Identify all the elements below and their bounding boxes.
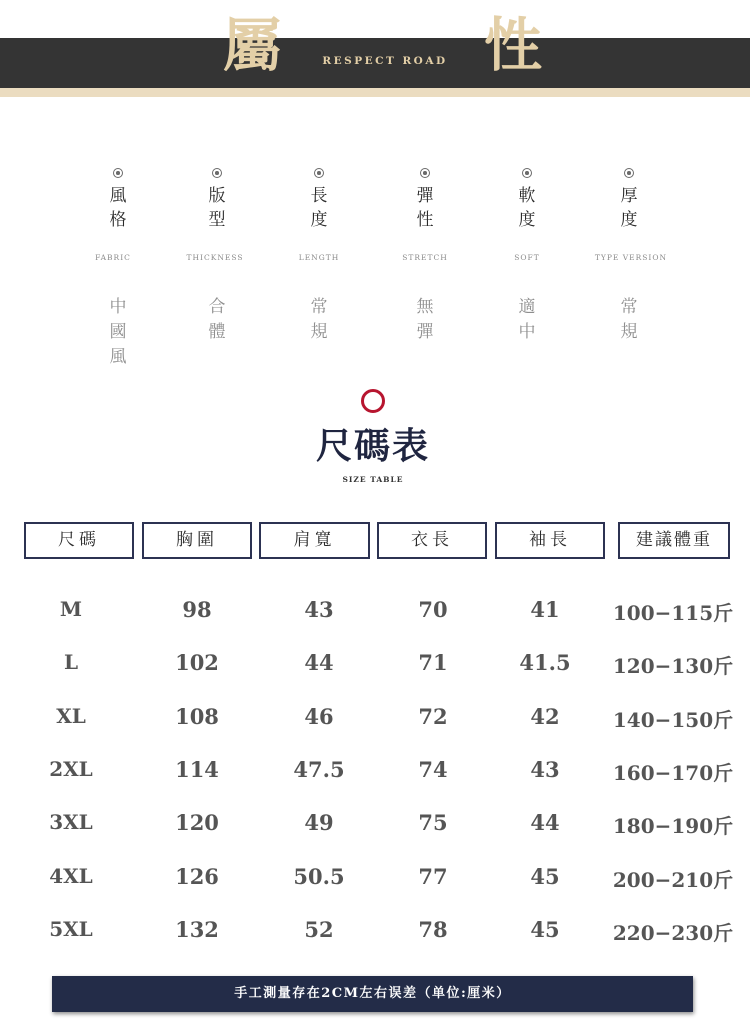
attr-style bbox=[68, 168, 168, 232]
table-cell: 4XL bbox=[49, 863, 93, 888]
table-cell: 78 bbox=[418, 916, 448, 942]
table-cell: 72 bbox=[418, 703, 448, 729]
table-cell: 44 bbox=[304, 650, 334, 676]
table-cell: 45 bbox=[530, 863, 560, 889]
attr-name: 版型 bbox=[208, 186, 226, 230]
attr-value bbox=[68, 295, 168, 370]
table-cell: XL bbox=[56, 703, 86, 728]
measurement-note: 手工測量存在2CM左右误差（单位:厘米） bbox=[52, 976, 693, 1012]
ring-icon bbox=[361, 389, 385, 413]
attr-value bbox=[477, 295, 577, 345]
header-char-left: 屬 bbox=[223, 11, 282, 79]
table-cell: 160−170斤 bbox=[612, 760, 734, 785]
table-cell: 74 bbox=[418, 756, 448, 782]
col-header-chest: 胸圍 bbox=[142, 522, 252, 559]
table-cell: 132 bbox=[175, 916, 219, 942]
table-cell: 77 bbox=[418, 863, 448, 889]
attr-value bbox=[167, 295, 267, 345]
attr-length bbox=[269, 168, 369, 232]
table-cell: 220−230斤 bbox=[612, 920, 734, 945]
table-cell: 120−130斤 bbox=[612, 654, 734, 679]
table-cell: 41.5 bbox=[519, 650, 571, 676]
attr-fit bbox=[167, 168, 267, 232]
attr-value-text: 中國風 bbox=[109, 297, 127, 367]
bullet-icon bbox=[420, 168, 430, 178]
bullet-icon bbox=[624, 168, 634, 178]
table-cell: 47.5 bbox=[293, 756, 345, 782]
attr-value bbox=[375, 295, 475, 345]
table-cell: 200−210斤 bbox=[612, 867, 734, 892]
bullet-icon bbox=[314, 168, 324, 178]
col-header-shoulder: 肩寬 bbox=[259, 522, 370, 559]
attr-name: 厚度 bbox=[620, 186, 638, 230]
table-cell: 42 bbox=[530, 703, 560, 729]
table-cell: 102 bbox=[175, 650, 219, 676]
table-cell: 2XL bbox=[49, 756, 93, 781]
attr-value-text: 無彈 bbox=[416, 297, 434, 342]
size-table-title: 尺碼表 bbox=[315, 425, 430, 467]
attr-en-label: THICKNESS bbox=[186, 253, 244, 262]
bullet-icon bbox=[113, 168, 123, 178]
attr-en-label: FABRIC bbox=[95, 253, 131, 262]
bullet-icon bbox=[212, 168, 222, 178]
attr-value-text: 合體 bbox=[208, 297, 226, 342]
header-subtitle: RESPECT ROAD bbox=[322, 55, 448, 67]
table-cell: 49 bbox=[304, 810, 334, 836]
table-cell: 114 bbox=[175, 756, 219, 782]
attr-en-label: STRETCH bbox=[402, 253, 448, 262]
attr-value-text: 常規 bbox=[620, 297, 638, 342]
attr-en-label: LENGTH bbox=[298, 253, 340, 262]
header-char-right: 性 bbox=[484, 11, 543, 79]
attr-name: 風格 bbox=[109, 186, 127, 230]
attr-name: 長度 bbox=[310, 186, 328, 230]
col-header-sleeve: 袖長 bbox=[495, 522, 605, 559]
table-cell: 41 bbox=[530, 597, 560, 622]
table-cell: 180−190斤 bbox=[612, 814, 734, 839]
col-header-size: 尺碼 bbox=[24, 522, 134, 559]
table-cell: 44 bbox=[530, 810, 560, 836]
table-cell: 98 bbox=[182, 597, 212, 622]
attr-value-text: 常規 bbox=[310, 297, 328, 342]
attr-value-text: 適中 bbox=[518, 297, 536, 342]
table-cell: M bbox=[59, 597, 83, 621]
attr-stretch bbox=[375, 168, 475, 232]
table-cell: 75 bbox=[418, 810, 448, 836]
table-cell: 126 bbox=[175, 863, 219, 889]
attr-value bbox=[269, 295, 369, 345]
bullet-icon bbox=[522, 168, 532, 178]
table-cell: 108 bbox=[175, 703, 219, 729]
table-cell: 100−115斤 bbox=[612, 601, 734, 625]
table-cell: 50.5 bbox=[293, 863, 345, 889]
header-underline bbox=[0, 88, 750, 97]
table-cell: 45 bbox=[530, 916, 560, 942]
attr-name: 彈性 bbox=[416, 186, 434, 230]
table-cell: 3XL bbox=[49, 810, 93, 835]
col-header-weight: 建議體重 bbox=[618, 522, 730, 559]
table-cell: 43 bbox=[530, 756, 560, 782]
attr-en-label: TYPE VERSION bbox=[594, 253, 668, 262]
table-cell: 120 bbox=[175, 810, 219, 836]
table-cell: 140−150斤 bbox=[612, 707, 734, 732]
table-cell: L bbox=[63, 650, 79, 675]
attr-en-label: SOFT bbox=[514, 253, 540, 262]
attr-softness bbox=[477, 168, 577, 232]
table-cell: 70 bbox=[418, 597, 448, 622]
col-header-length: 衣長 bbox=[377, 522, 487, 559]
table-cell: 52 bbox=[304, 916, 334, 942]
table-cell: 71 bbox=[418, 650, 448, 676]
attr-thickness bbox=[579, 168, 679, 232]
size-table-subtitle: SIZE TABLE bbox=[342, 475, 404, 484]
table-cell: 46 bbox=[304, 703, 334, 729]
attr-name: 軟度 bbox=[518, 186, 536, 230]
attr-value bbox=[579, 295, 679, 345]
table-cell: 43 bbox=[304, 597, 334, 622]
table-cell: 5XL bbox=[49, 916, 93, 941]
